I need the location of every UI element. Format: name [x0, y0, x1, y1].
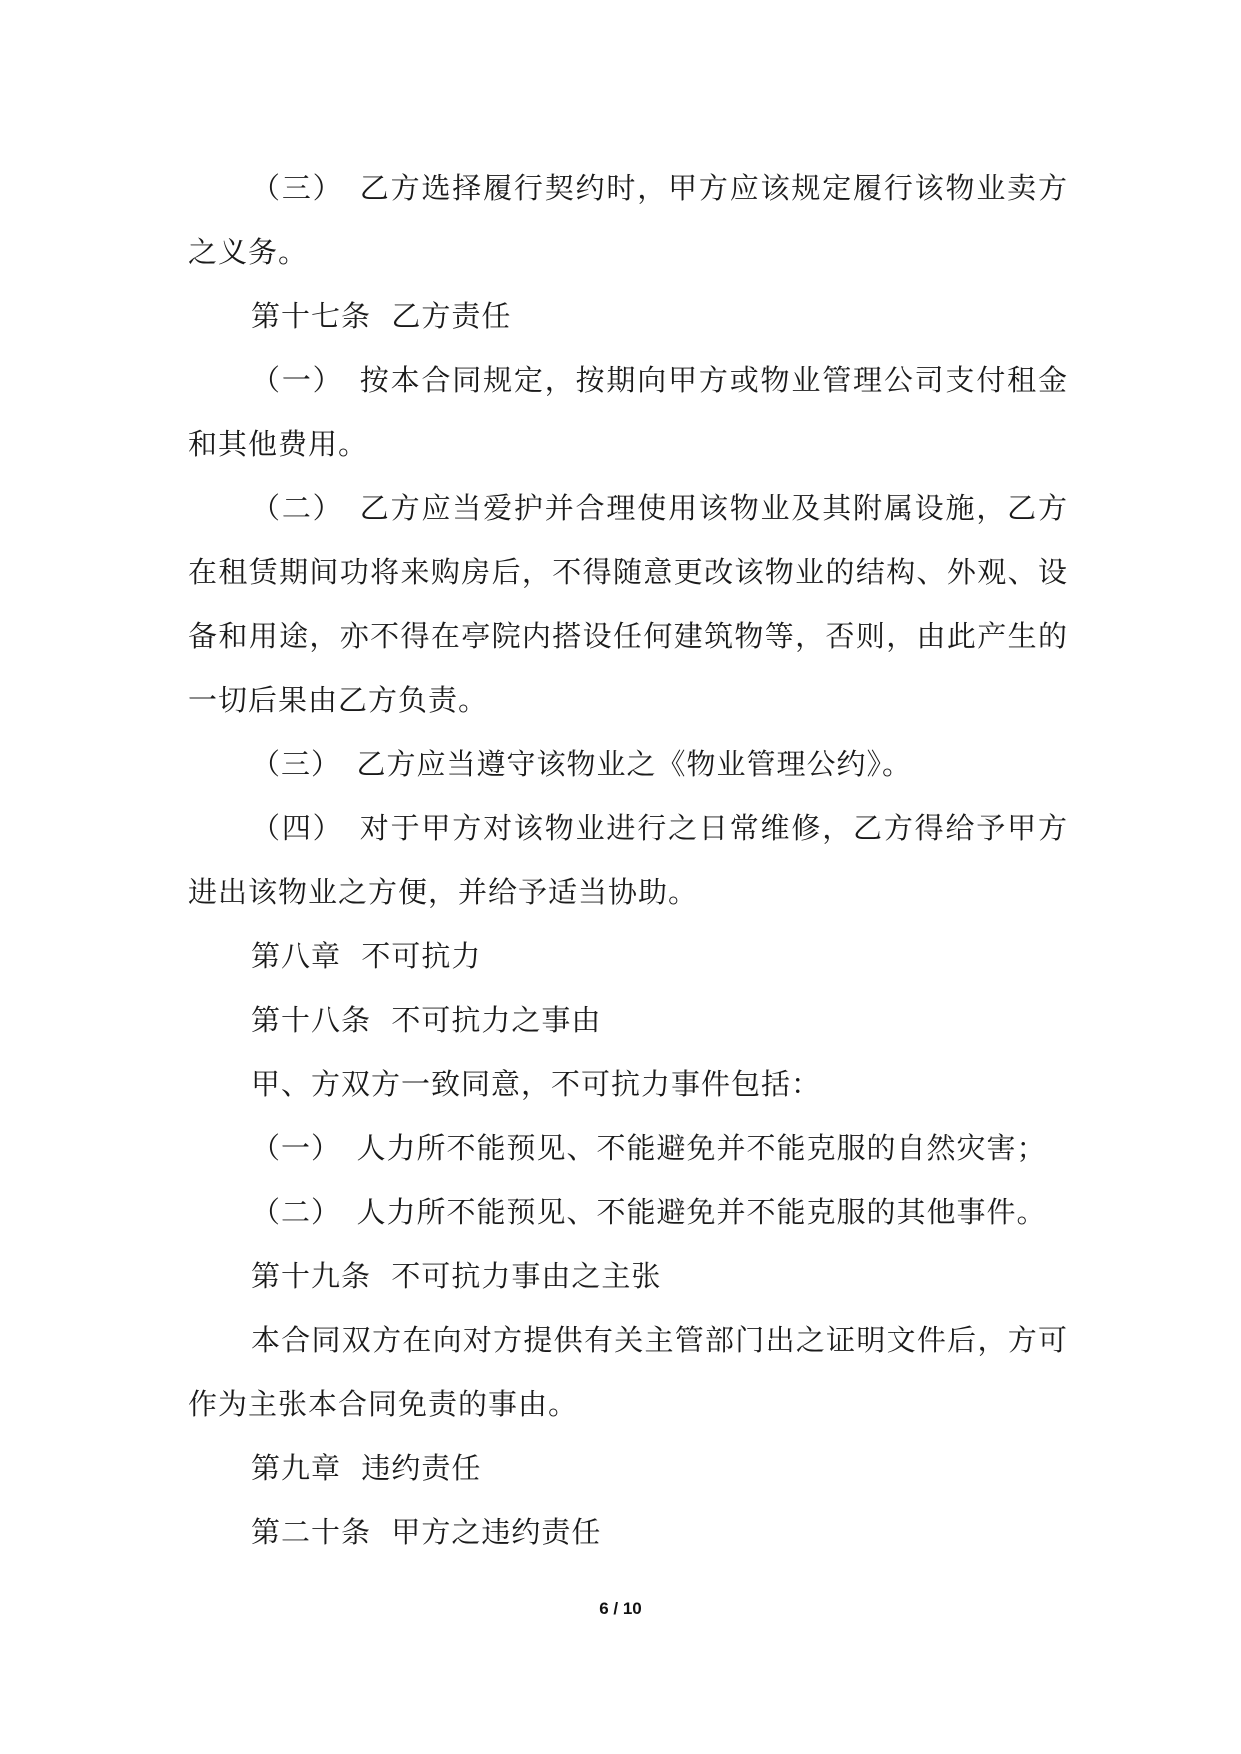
article-19-heading: 第十九条 不可抗力事由之主张	[251, 1259, 662, 1293]
paragraph-clause-4-maintenance: （四） 对于甲方对该物业进行之日常维修，乙方得给予甲方进出该物业之方便，并给予适当协助。	[188, 811, 1068, 909]
paragraph-exemption-claim: 本合同双方在向对方提供有关主管部门出之证明文件后，方可作为主张本合同免责的事由。	[188, 1323, 1068, 1421]
chapter-9-heading: 第九章 违约责任	[251, 1451, 482, 1485]
article-20-heading: 第二十条 甲方之违约责任	[251, 1515, 602, 1549]
paragraph-clause-3-convention: （三） 乙方应当遵守该物业之《物业管理公约》。	[251, 747, 913, 781]
page-number: 6 / 10	[599, 1599, 642, 1618]
paragraph-force-majeure-item-1: （一） 人力所不能预见、不能避免并不能克服的自然灾害；	[251, 1131, 1047, 1165]
paragraph-force-majeure-item-2: （二） 人力所不能预见、不能避免并不能克服的其他事件。	[251, 1195, 1047, 1229]
paragraph-clause-1-payment: （一） 按本合同规定，按期向甲方或物业管理公司支付租金和其他费用。	[188, 363, 1068, 461]
paragraph-force-majeure-intro: 甲、方双方一致同意，不可抗力事件包括：	[251, 1067, 822, 1101]
article-17-heading: 第十七条 乙方责任	[251, 299, 512, 333]
document-body	[188, 156, 1068, 1564]
paragraph-clause-2-care: （二） 乙方应当爱护并合理使用该物业及其附属设施，乙方在租赁期间功将来购房后，不得随意更改该物业的结构、外观、设备和用途，亦不得在亭院内搭设任何建筑物等，否则，由此产生的一切后果由乙方负责。	[188, 491, 1068, 717]
chapter-8-heading: 第八章 不可抗力	[251, 939, 482, 973]
paragraph-clause-3-seller-obligation: （三） 乙方选择履行契约时，甲方应该规定履行该物业卖方之义务。	[188, 171, 1068, 269]
article-18-heading: 第十八条 不可抗力之事由	[251, 1003, 602, 1037]
